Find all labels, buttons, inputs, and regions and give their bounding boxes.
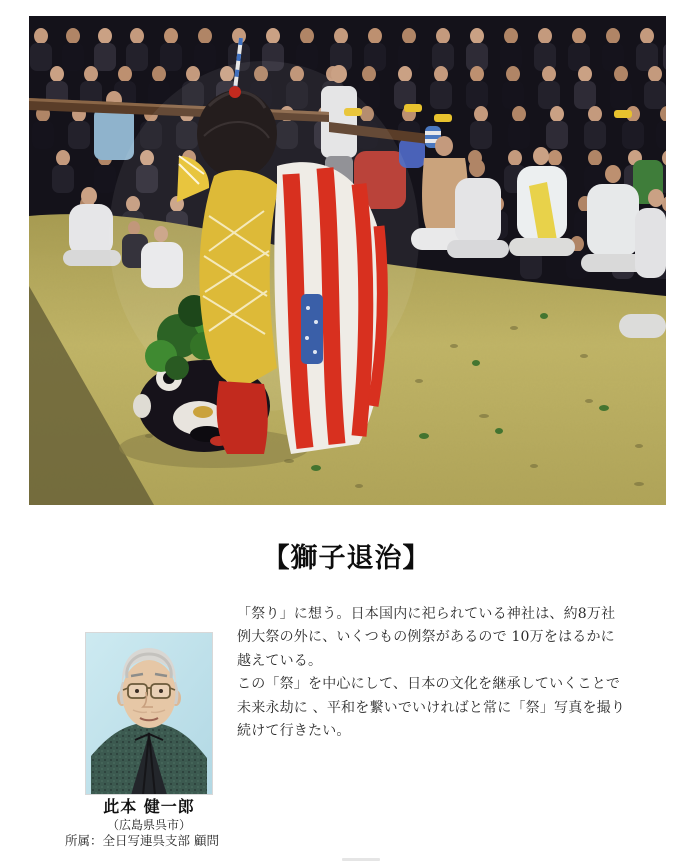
essay-line: 未来永劫に 、平和を繋いでいければと常に「祭」写真を撮り [237,699,626,716]
essay-line: この「祭」を中心にして、日本の文化を継承していくことで [237,676,621,693]
essay-line: 続けて行きたい。 [237,723,351,740]
essay-line: 「祭り」に想う。日本国内に祀られている神社は、約8万社 [237,606,616,622]
red-cloth [217,381,268,454]
essay-line: 例大祭の外に、いくつもの例祭があるので 10万をはるかに [237,629,615,646]
essay-line: 越えている。 [237,652,323,669]
festival-photo [29,16,666,505]
page-number-cropped [342,858,380,861]
photo-title: 【獅子退治】 [262,543,431,574]
author-location: （広島県呉市） [106,818,191,832]
essay-text [237,603,647,743]
author-affiliation: 所属：全日写連呉支部 顧問 [65,833,219,848]
author-name: 此本 健一郎 [103,797,195,816]
blue-patterned-cloth [301,294,323,364]
author-portrait [85,632,213,795]
